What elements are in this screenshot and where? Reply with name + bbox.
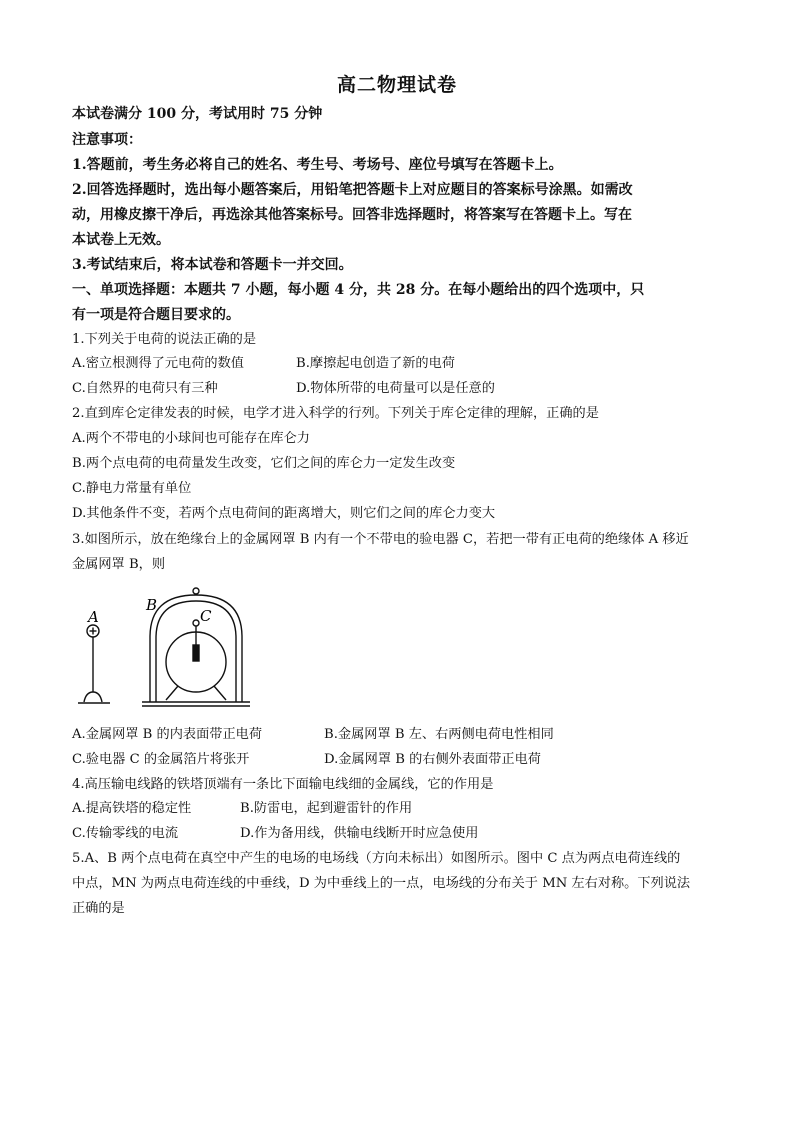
section-1-heading-line-1: 一、单项选择题：本题共 7 小题，每小题 4 分，共 28 分。在每小题给出的四个选项中，只	[72, 282, 645, 298]
q2-option-a: A.两个不带电的小球间也可能存在库仑力	[72, 431, 310, 446]
insulator-a-stand	[78, 625, 110, 703]
note-1: 1.答题前，考生务必将自己的姓名、考生号、考场号、座位号填写在答题卡上。	[72, 157, 563, 173]
q5-stem-line-2: 中点，MN 为两点电荷连线的中垂线，D 为中垂线上的一点，电场线的分布关于 MN 左右对称。下列说法	[72, 876, 691, 891]
q3-option-b: B.金属网罩 B 左、右两侧电荷电性相同	[324, 727, 554, 742]
label-b: B	[146, 596, 158, 614]
q1-stem: 1.下列关于电荷的说法正确的是	[72, 332, 257, 347]
q1-option-b: B.摩擦起电创造了新的电荷	[296, 356, 455, 371]
q5-stem-line-1: 5.A、B 两个点电荷在真空中产生的电场的电场线（方向未标出）如图所示。图中 C 点为两点电荷连线的	[72, 851, 681, 866]
score-time-line: 本试卷满分 100 分，考试用时 75 分钟	[72, 106, 323, 122]
q2-option-b: B.两个点电荷的电荷量发生改变，它们之间的库仑力一定发生改变	[72, 456, 456, 471]
label-a: A	[88, 608, 99, 626]
q4-option-d: D.作为备用线，供输电线断开时应急使用	[240, 826, 479, 841]
note-3: 3.考试结束后，将本试卷和答题卡一并交回。	[72, 257, 353, 273]
q1-option-a: A.密立根测得了元电荷的数值	[72, 356, 244, 371]
q3-figure	[70, 585, 270, 715]
note-2-line-1: 2.回答选择题时，选出每小题答案后，用铅笔把答题卡上对应题目的答案标号涂黑。如需改	[72, 182, 633, 198]
q4-option-a: A.提高铁塔的稳定性	[72, 801, 192, 816]
q4-option-c: C.传输零线的电流	[72, 826, 179, 841]
q2-option-c: C.静电力常量有单位	[72, 481, 192, 496]
q1-option-c: C.自然界的电荷只有三种	[72, 381, 218, 396]
section-1-heading-line-2: 有一项是符合题目要求的。	[72, 307, 240, 323]
q2-stem: 2.直到库仑定律发表的时候，电学才进入科学的行列。下列关于库仑定律的理解，正确的是	[72, 406, 599, 421]
q1-option-d: D.物体所带的电荷量可以是任意的	[296, 381, 495, 396]
q4-stem: 4.高压输电线路的铁塔顶端有一条比下面输电线细的金属线，它的作用是	[72, 777, 494, 792]
q4-option-b: B.防雷电，起到避雷针的作用	[240, 801, 413, 816]
electroscope-c	[166, 620, 226, 700]
note-2-line-2: 动，用橡皮擦干净后，再选涂其他答案标号。回答非选择题时，将答案写在答题卡上。写在	[72, 207, 632, 223]
q3-stem-line-2: 金属网罩 B，则	[72, 557, 166, 572]
label-c: C	[200, 607, 212, 625]
note-2-line-3: 本试卷上无效。	[72, 232, 170, 248]
q3-option-d: D.金属网罩 B 的右侧外表面带正电荷	[324, 752, 541, 767]
page-title: 高二物理试卷	[336, 74, 457, 96]
q3-option-c: C.验电器 C 的金属箔片将张开	[72, 752, 250, 767]
q3-option-a: A.金属网罩 B 的内表面带正电荷	[72, 727, 263, 742]
q3-stem-line-1: 3.如图所示，放在绝缘台上的金属网罩 B 内有一个不带电的验电器 C，若把一带有正电荷的绝缘体 A 移近	[72, 532, 689, 547]
notes-heading: 注意事项：	[72, 132, 142, 148]
q2-option-d: D.其他条件不变，若两个点电荷间的距离增大，则它们之间的库仑力变大	[72, 506, 496, 521]
q5-stem-line-3: 正确的是	[72, 901, 125, 916]
